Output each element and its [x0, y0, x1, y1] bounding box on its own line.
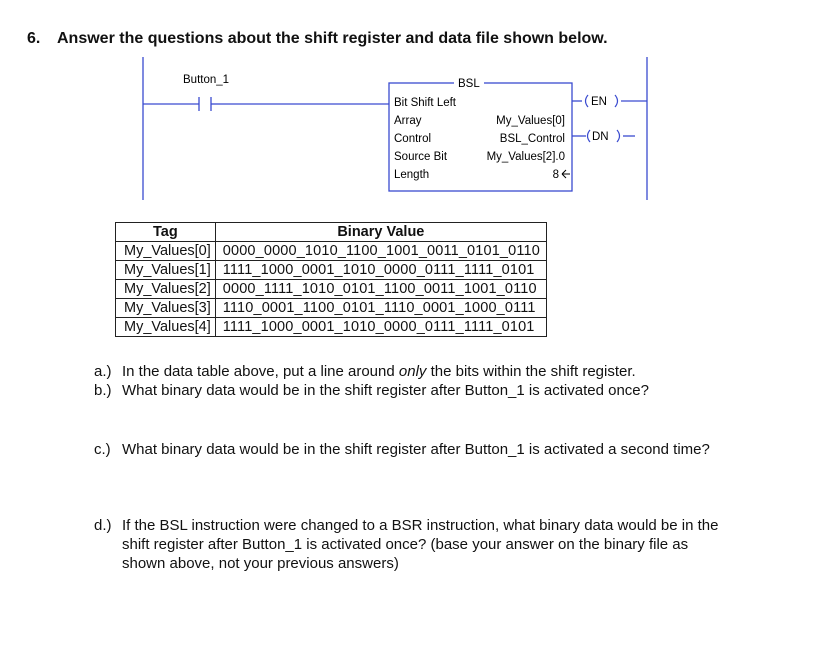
tag-cell: My_Values[0] [116, 242, 216, 261]
table-row [116, 280, 547, 299]
table-row [116, 318, 547, 337]
subquestion-a-emphasis: only [398, 363, 427, 380]
subquestion-c [94, 440, 732, 459]
tag-cell: My_Values[1] [116, 261, 216, 280]
table-header-row [116, 223, 547, 242]
subquestion-b [94, 381, 732, 400]
subquestion-d [94, 516, 732, 573]
binary-cell: 1111_1000_0001_1010_0000_0111_1111_0101 [215, 261, 546, 280]
length-value: 8 [552, 169, 559, 181]
binary-cell: 0000_0000_1010_1100_1001_0011_0101_0110 [215, 242, 546, 261]
tag-cell: My_Values[2] [116, 280, 216, 299]
contact-tag-label: Button_1 [183, 74, 230, 86]
examine-on-contact-icon [199, 97, 220, 111]
question-text: Answer the questions about the shift register and data file shown below. [57, 30, 608, 47]
table-row [116, 299, 547, 318]
tag-header: Tag [116, 223, 216, 242]
subquestion-c-text: What binary data would be in the shift register after Button_1 is activated a second time? [122, 441, 710, 458]
binary-cell: 1110_0001_1100_0101_1110_0001_1000_0111 [215, 299, 546, 318]
data-file-table [115, 222, 547, 337]
tag-cell: My_Values[4] [116, 318, 216, 337]
subquestion-b-text: What binary data would be in the shift register after Button_1 is activated once? [122, 382, 649, 399]
subquestion-letter: b.) [94, 382, 112, 399]
binary-cell: 1111_1000_0001_1010_0000_0111_1111_0101 [215, 318, 546, 337]
subquestion-a-text-end: the bits within the shift register. [426, 363, 636, 380]
ladder-diagram [0, 0, 829, 220]
bsl-mnemonic: BSL [458, 78, 480, 90]
table-row [116, 242, 547, 261]
array-label: Array [394, 115, 422, 127]
question-number: 6. [27, 30, 41, 47]
subquestion-d-text: If the BSL instruction were changed to a BSR instruction, what binary data would be in the shift register after Button_1 is activated once? (base your answer on the binary file as shown above, not your previous answers) [122, 517, 719, 572]
subquestion-letter: c.) [94, 441, 111, 458]
en-output-label: EN [591, 96, 607, 108]
subquestion-a [94, 362, 732, 381]
subquestion-letter: a.) [94, 363, 112, 380]
array-value: My_Values[0] [496, 115, 565, 127]
source-bit-value: My_Values[2].0 [486, 151, 565, 163]
source-bit-label: Source Bit [394, 151, 448, 163]
subquestion-a-text-start: In the data table above, put a line around [122, 363, 399, 380]
table-row [116, 261, 547, 280]
binary-cell: 0000_1111_1010_0101_1100_0011_1001_0110 [215, 280, 546, 299]
length-label: Length [394, 169, 430, 181]
subquestion-letter: d.) [94, 517, 112, 534]
dn-output-label: DN [592, 131, 609, 143]
bsl-name: Bit Shift Left [394, 97, 457, 109]
control-value: BSL_Control [499, 133, 565, 145]
tag-cell: My_Values[3] [116, 299, 216, 318]
binary-value-header: Binary Value [215, 223, 546, 242]
control-label: Control [394, 133, 432, 145]
